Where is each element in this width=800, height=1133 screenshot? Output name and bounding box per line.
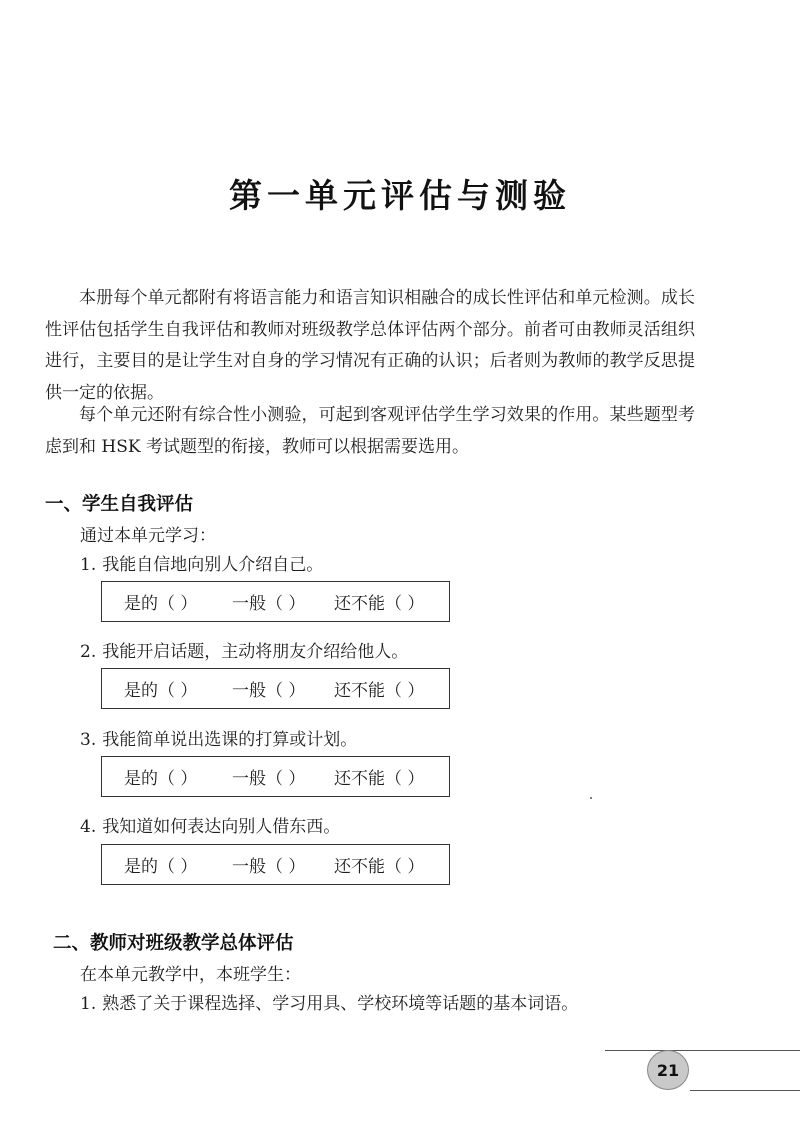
page-number: 21	[647, 1050, 689, 1090]
option-not-yet[interactable]: 还不能（ ）	[334, 857, 425, 877]
teacher-assessment-item-1	[80, 989, 578, 1014]
option-not-yet[interactable]: 还不能（ ）	[334, 769, 425, 789]
option-not-yet[interactable]: 还不能（ ）	[334, 681, 425, 701]
option-yes[interactable]: 是的（ ）	[124, 594, 198, 614]
item-number: 1.	[80, 994, 97, 1014]
option-average[interactable]: 一般（ ）	[232, 594, 306, 614]
section1-intro: 通过本单元学习：	[80, 526, 216, 546]
item-text: 我能简单说出选课的打算或计划。	[102, 730, 358, 750]
page-number-rule-bottom	[690, 1090, 800, 1091]
intro-paragraph-1: 本册每个单元都附有将语言能力和语言知识相融合的成长性评估和单元检测。成长性评估包括学生自我评估和教师对班级教学总体评估两个部分。前者可由教师灵活组织进行，主要目的是让学生对自身的学习情况有正确的认识；后者则为教师的教学反思提供一定的依据。	[45, 288, 695, 403]
rating-box-2	[101, 668, 450, 709]
page-number-rule-top	[605, 1050, 800, 1051]
item-number: 3.	[80, 730, 97, 750]
item-text: 我知道如何表达向别人借东西。	[102, 817, 341, 837]
intro-paragraph-2: 每个单元还附有综合性小测验，可起到客观评估学生学习效果的作用。某些题型考虑到和 HSK 考试题型的衔接，教师可以根据需要选用。	[45, 405, 695, 457]
item-text: 我能自信地向别人介绍自己。	[102, 555, 324, 575]
self-assessment-item-1	[80, 550, 323, 575]
item-text: 熟悉了关于课程选择、学习用具、学校环境等话题的基本词语。	[102, 994, 579, 1014]
rating-box-1	[101, 581, 450, 622]
self-assessment-item-2	[80, 637, 408, 662]
option-average[interactable]: 一般（ ）	[232, 857, 306, 877]
option-yes[interactable]: 是的（ ）	[124, 857, 198, 877]
option-yes[interactable]: 是的（ ）	[124, 681, 198, 701]
section-heading-teacher-assessment: 二、教师对班级教学总体评估	[53, 933, 294, 954]
print-speck	[590, 797, 592, 799]
self-assessment-item-4	[80, 812, 340, 837]
section-heading-self-assessment: 一、学生自我评估	[45, 494, 194, 515]
option-yes[interactable]: 是的（ ）	[124, 769, 198, 789]
section2-intro: 在本单元教学中，本班学生：	[80, 965, 301, 985]
item-text: 我能开启话题，主动将朋友介绍给他人。	[102, 642, 409, 662]
option-average[interactable]: 一般（ ）	[232, 769, 306, 789]
option-not-yet[interactable]: 还不能（ ）	[334, 594, 425, 614]
item-number: 4.	[80, 817, 97, 837]
page-title: 第一单元评估与测验	[229, 176, 571, 215]
rating-box-4	[101, 844, 450, 885]
item-number: 2.	[80, 642, 97, 662]
item-number: 1.	[80, 555, 97, 575]
option-average[interactable]: 一般（ ）	[232, 681, 306, 701]
self-assessment-item-3	[80, 725, 357, 750]
rating-box-3	[101, 756, 450, 797]
